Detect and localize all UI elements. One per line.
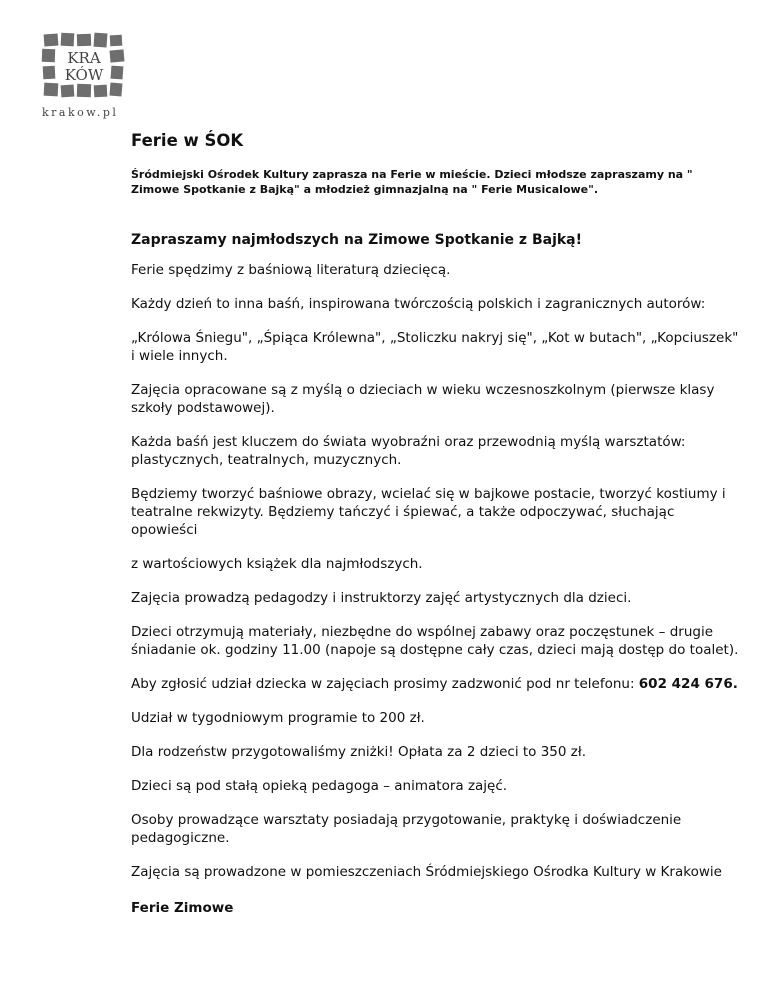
phone-text: Aby zgłosić udział dziecka w zajęciach prosimy zadzwonić pod nr telefonu: — [131, 676, 639, 692]
paragraph: z wartościowych książek dla najmłodszych. — [131, 556, 423, 572]
paragraph: Będziemy tworzyć baśniowe obrazy, wcielać się w bajkowe postacie, tworzyć kostiumy i teatralne rekwizyty. Będziemy tańczyć i śpiewać, a także odpoczywać, słuchając opowieści — [131, 486, 726, 538]
paragraph: Każdy dzień to inna baśń, inspirowana twórczością polskich i zagranicznych autorów: — [131, 296, 706, 312]
paragraph: Każda baśń jest kluczem do świata wyobraźni oraz przewodnią myślą warsztatów: plastycznych, teatralnych, muzycznych. — [131, 434, 686, 468]
article — [131, 131, 741, 917]
closing-heading: Ferie Zimowe — [131, 900, 234, 916]
krakow-logo-mark — [40, 30, 130, 106]
article-lead: Śródmiejski Ośrodek Kultury zaprasza na Ferie w mieście. Dzieci młodsze zapraszamy na " Zimowe Spotkanie z Bajką" a młodzież gimnazjalną na " Ferie Musicalowe". — [131, 168, 693, 196]
logo-caption: krakow.pl — [42, 106, 119, 119]
paragraph: Zajęcia opracowane są z myślą o dzieciach w wieku wczesnoszkolnym (pierwsze klasy szkoły podstawowej). — [131, 382, 715, 416]
paragraph: Ferie spędzimy z baśniową literaturą dziecięcą. — [131, 262, 451, 278]
logo-wordmark-line2: KÓW — [64, 66, 104, 84]
paragraph: Udział w tygodniowym programie to 200 zł. — [131, 710, 425, 726]
logo-wordmark-line1: KRA — [67, 49, 101, 67]
paragraph: Osoby prowadzące warsztaty posiadają przygotowanie, praktykę i doświadczenie pedagogiczne. — [131, 812, 682, 846]
krakow-logo — [40, 30, 130, 122]
paragraph: „Królowa Śniegu", „Śpiąca Królewna", „Stoliczku nakryj się", „Kot w butach", „Kopciuszek" i wiele innych. — [131, 330, 739, 364]
paragraph: Zajęcia prowadzą pedagodzy i instruktorzy zajęć artystycznych dla dzieci. — [131, 590, 632, 606]
phone-number: 602 424 676. — [638, 676, 738, 692]
phone-paragraph — [131, 675, 741, 693]
paragraph: Dzieci otrzymują materiały, niezbędne do wspólnej zabawy oraz poczęstunek – drugie śniadanie ok. godziny 11.00 (napoje są dostępne cały czas, dzieci mają dostęp do toalet). — [131, 624, 739, 658]
paragraph: Dla rodzeństw przygotowaliśmy zniżki! Opłata za 2 dzieci to 350 zł. — [131, 744, 586, 760]
article-title: Ferie w ŚOK — [131, 131, 244, 150]
article-subheading: Zapraszamy najmłodszych na Zimowe Spotkanie z Bajką! — [131, 232, 583, 248]
paragraph: Dzieci są pod stałą opieką pedagoga – animatora zajęć. — [131, 778, 508, 794]
paragraph: Zajęcia są prowadzone w pomieszczeniach Śródmiejskiego Ośrodka Kultury w Krakowie — [131, 864, 722, 880]
